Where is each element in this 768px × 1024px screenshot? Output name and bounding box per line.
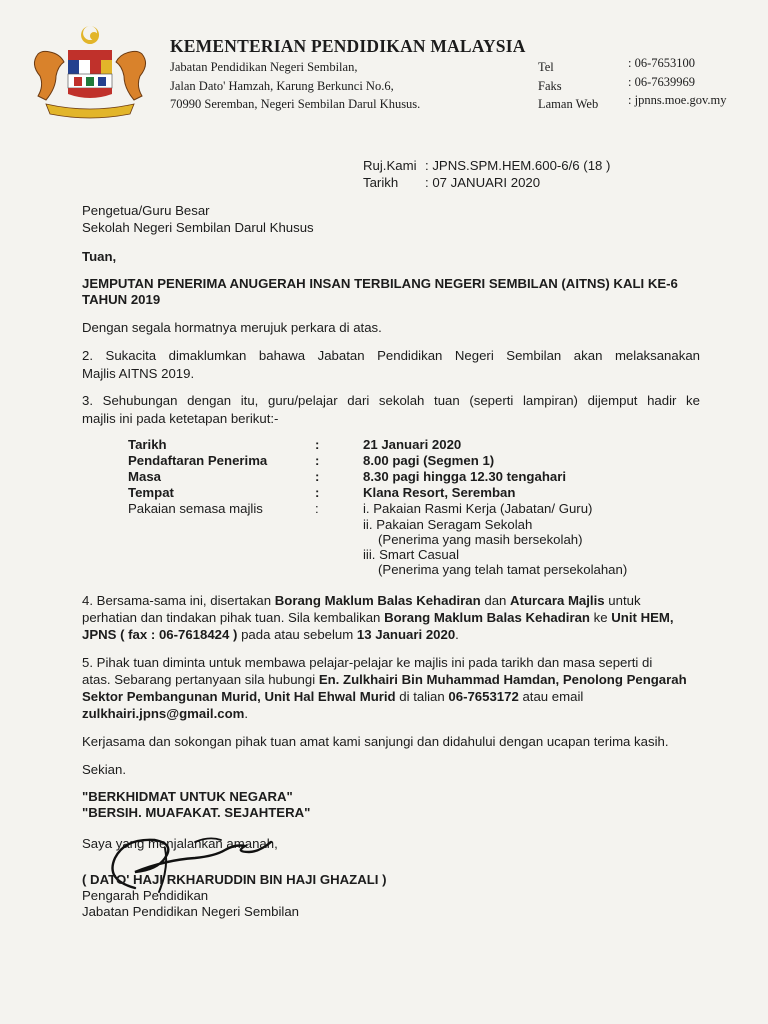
dress-item-1: i. Pakaian Rasmi Kerja (Jabatan/ Guru) — [363, 501, 593, 516]
para4-text: dan — [480, 593, 511, 608]
coat-of-arms-logo — [28, 24, 152, 120]
agenda-name: Aturcara Majlis — [510, 593, 605, 608]
para5-line-2 — [82, 672, 687, 687]
recipient-line-2: Sekolah Negeri Sembilan Darul Khusus — [82, 220, 314, 235]
detail-label-pakaian: Pakaian semasa majlis — [128, 501, 263, 516]
para3-line-2: majlis ini pada ketetapan berikut:- — [82, 411, 279, 426]
para2-line-2: Majlis AITNS 2019. — [82, 366, 195, 381]
dress-item-3-note: (Penerima yang telah tamat persekolahan) — [378, 562, 628, 577]
dress-item-2: ii. Pakaian Seragam Sekolah — [363, 517, 533, 532]
dress-item-3: iii. Smart Casual — [363, 547, 460, 562]
para5-line-3 — [82, 689, 583, 704]
intro-text: Dengan segala hormatnya merujuk perkara di atas. — [82, 320, 382, 335]
saya-text: Saya yang menjalankan amanah, — [82, 836, 278, 851]
fax-number: JPNS ( fax : 06-7618424 ) — [82, 627, 238, 642]
contact-unit: Sektor Pembangunan Murid, Unit Hal Ehwal Murid — [82, 689, 396, 704]
dress-item-2-note: (Penerima yang masih bersekolah) — [378, 532, 583, 547]
address-line-1: Jabatan Pendidikan Negeri Sembilan, — [170, 60, 358, 74]
detail-label-pendaftaran: Pendaftaran Penerima — [128, 453, 268, 468]
website-label: Laman Web — [538, 97, 599, 111]
fax-value: : 06-7639969 — [628, 75, 696, 89]
para4-text: perhatian dan tindakan pihak tuan. Sila kembalikan — [82, 610, 385, 625]
para5-text: atas. Sebarang pertanyaan sila hubungi — [82, 672, 319, 687]
detail-label-masa: Masa — [128, 469, 161, 484]
para4-line-2 — [82, 610, 674, 625]
detail-value-pendaftaran: 8.00 pagi (Segmen 1) — [363, 453, 495, 468]
form-name: Borang Maklum Balas Kehadiran — [274, 593, 481, 608]
form-name: Borang Maklum Balas Kehadiran — [384, 610, 590, 625]
address-line-2: Jalan Dato' Hamzah, Karung Berkunci No.6, — [170, 79, 394, 93]
para5-text: di talian — [395, 689, 449, 704]
date-label: Tarikh — [363, 175, 399, 190]
motto-1: "BERKHIDMAT UNTUK NEGARA" — [82, 789, 293, 804]
para4-text: 4. Bersama-sama ini, disertakan — [82, 593, 275, 608]
signatory-name: ( DATO' HAJI RKHARUDDIN BIN HAJI GHAZALI ) — [82, 872, 387, 887]
para5-text: . — [244, 706, 249, 721]
sekian-text: Sekian. — [82, 762, 126, 777]
tel-label: Tel — [538, 60, 554, 74]
para4-text: pada atau sebelum — [237, 627, 357, 642]
contact-email: zulkhairi.jpns@gmail.com — [82, 706, 245, 721]
address-line-3: 70990 Seremban, Negeri Sembilan Darul Khusus. — [170, 97, 421, 111]
para4-text: untuk — [604, 593, 641, 608]
motto-2: "BERSIH. MUAFAKAT. SEJAHTERA" — [82, 805, 311, 820]
para3-line-1: 3. Sehubungan dengan itu, guru/pelajar dari sekolah tuan (seperti lampiran) dijemput hadir ke — [82, 393, 700, 408]
detail-label-tarikh: Tarikh — [128, 437, 167, 452]
detail-value-tarikh: 21 Januari 2020 — [363, 437, 462, 452]
para5-line-1: 5. Pihak tuan diminta untuk membawa pelajar-pelajar ke majlis ini pada tarikh dan masa seperti di — [82, 655, 653, 670]
detail-colon: : — [315, 469, 320, 484]
detail-colon: : — [315, 501, 319, 516]
ref-label: Ruj.Kami — [363, 158, 417, 173]
detail-colon: : — [315, 453, 320, 468]
tel-value: : 06-7653100 — [628, 56, 696, 70]
unit-name: Unit HEM, — [611, 610, 674, 625]
ref-value: : JPNS.SPM.HEM.600-6/6 (18 ) — [425, 158, 611, 173]
salutation: Tuan, — [82, 249, 117, 264]
contact-person: En. Zulkhairi Bin Muhammad Hamdan, Penolong Pengarah — [318, 672, 687, 687]
para2-line-1: 2. Sukacita dimaklumkan bahawa Jabatan Pendidikan Negeri Sembilan akan melaksanakan — [82, 348, 700, 363]
website-value: : jpnns.moe.gov.my — [628, 93, 727, 107]
fax-label: Faks — [538, 79, 562, 93]
contact-phone: 06-7653172 — [448, 689, 519, 704]
ministry-name: KEMENTERIAN PENDIDIKAN MALAYSIA — [170, 36, 526, 56]
signatory-title-1: Pengarah Pendidikan — [82, 888, 209, 903]
para4-text: . — [455, 627, 459, 642]
detail-label-tempat: Tempat — [128, 485, 174, 500]
closing-text: Kerjasama dan sokongan pihak tuan amat kami sanjungi dan didahului dengan ucapan terima kasih. — [82, 734, 669, 749]
detail-value-tempat: Klana Resort, Seremban — [363, 485, 516, 500]
para5-text: atau email — [518, 689, 584, 704]
para5-line-4 — [82, 706, 248, 721]
para4-line-3 — [82, 627, 459, 642]
detail-value-masa: 8.30 pagi hingga 12.30 tengahari — [363, 469, 567, 484]
recipient-line-1: Pengetua/Guru Besar — [82, 203, 210, 218]
deadline-date: 13 Januari 2020 — [356, 627, 456, 642]
detail-colon: : — [315, 485, 320, 500]
detail-colon: : — [315, 437, 320, 452]
para4-line-1 — [82, 593, 641, 608]
signatory-title-2: Jabatan Pendidikan Negeri Sembilan — [82, 904, 300, 919]
subject-line-2: TAHUN 2019 — [82, 292, 161, 307]
para4-text: ke — [590, 610, 612, 625]
subject-line-1: JEMPUTAN PENERIMA ANUGERAH INSAN TERBILANG NEGERI SEMBILAN (AITNS) KALI KE-6 — [82, 276, 678, 291]
date-value: : 07 JANUARI 2020 — [425, 175, 541, 190]
